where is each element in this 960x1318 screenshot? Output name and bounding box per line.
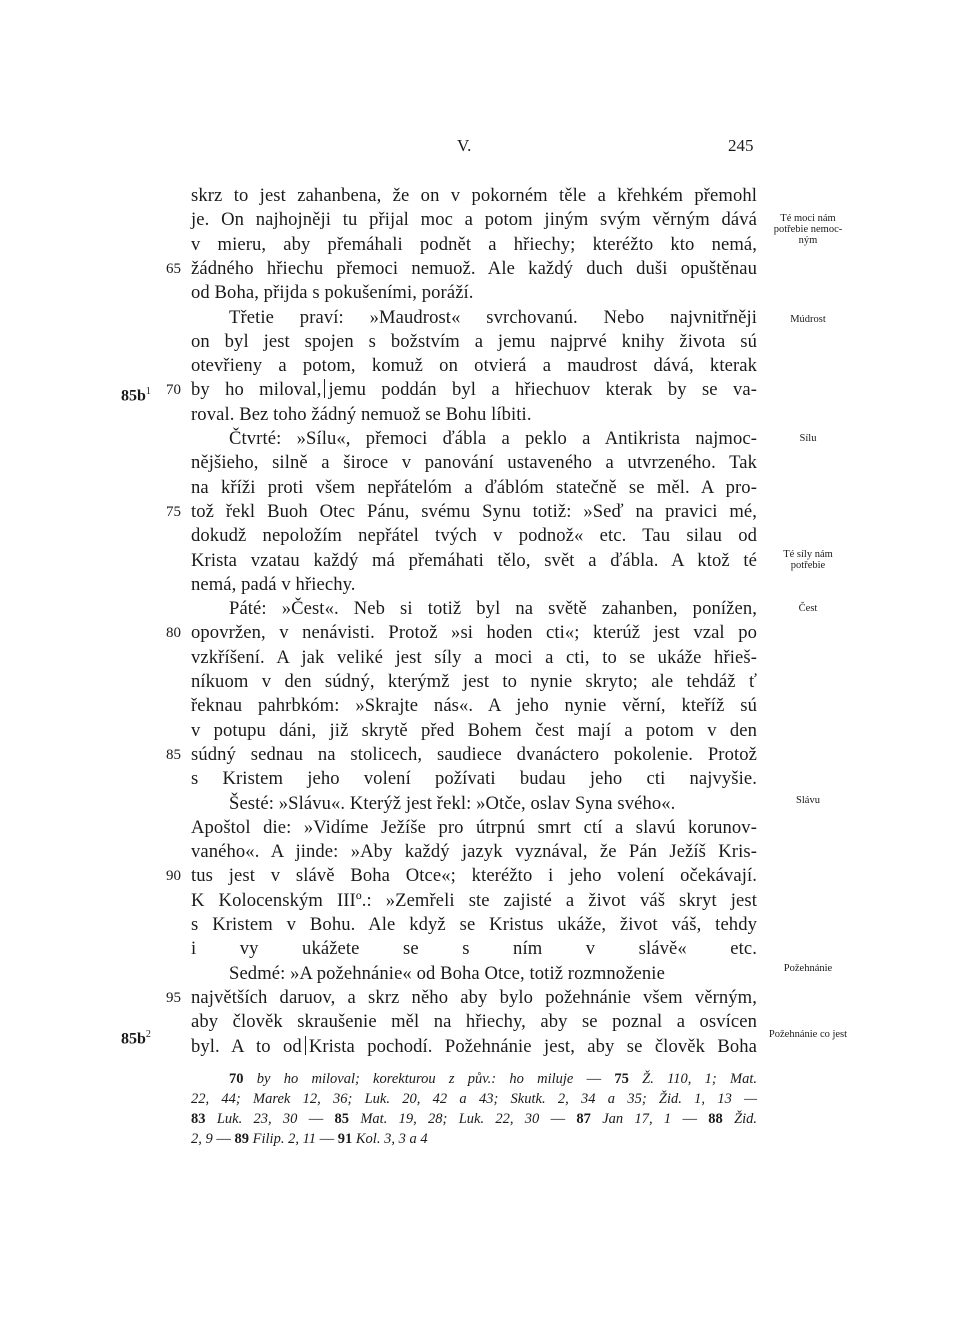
line-number: 75 bbox=[166, 504, 181, 520]
chapter-number: V. bbox=[457, 136, 472, 155]
page-number: 245 bbox=[728, 136, 754, 155]
text-line: tož řekl Buoh Otec Pánu, svému Synu totiž: »Seď na pravici mé, bbox=[191, 501, 757, 522]
text-line: řeknau pahrbkóm: »Skrajte nás«. A jeho nynie věrní, kteříž sú bbox=[191, 695, 757, 716]
footnote-line-4: 2, 9 — 89 Filip. 2, 11 — 91 Kol. 3, 3 a 4 bbox=[191, 1131, 428, 1147]
text-line: aby člověk skraušenie měl na hřiechy, aby se poznal a osvícen bbox=[191, 1011, 757, 1032]
line-number: 90 bbox=[166, 868, 181, 884]
text-line: žádného hřiechu přemoci nemuož. Ale každý duch duši opuštěnau bbox=[191, 258, 757, 279]
line-number: 70 bbox=[166, 382, 181, 398]
folio-break-mark bbox=[305, 1036, 306, 1055]
margin-note-mudrost: Múdrost bbox=[790, 314, 826, 325]
text-line: v potupu dáni, již skrytě před Bohem čest mají a potom v den bbox=[191, 720, 757, 741]
margin-note-cest: Čest bbox=[798, 603, 818, 614]
text-line: by ho miloval, jemu poddán byl a hřiechuov kterak by se va- bbox=[191, 379, 757, 400]
line-number: 80 bbox=[166, 625, 181, 641]
folio-mark-85b2: $85b^2$ bbox=[121, 1029, 151, 1048]
margin-note-te-sily: Té síly nám potřebie bbox=[783, 549, 833, 571]
text-line: v mieru, aby přemáhali podnět a hřiechy; kteréžto kto nemá, bbox=[191, 234, 757, 255]
text-line: on byl jest spojen s božstvím a jemu najprvé knihy života sú bbox=[191, 331, 757, 352]
folio-break-mark bbox=[324, 379, 325, 398]
text-line: od Boha, přijda s pokušeními, poráží. bbox=[191, 282, 474, 303]
text-line: je. On najhojněji tu přijal moc a potom jiným svým věrným dává bbox=[191, 209, 757, 230]
footnote-line-3: 83 Luk. 23, 30 — 85 Mat. 19, 28; Luk. 22, 30 — 87 Jan 17, 1 — 88 Žid. bbox=[191, 1111, 758, 1127]
text-line: Sedmé: »A požehnánie« od Boha Otce, totiž rozmnoženie bbox=[229, 963, 665, 984]
text-line: skrz to jest zahanbena, že on v pokorném těle a křehkém přemohl bbox=[191, 185, 757, 206]
text-line: Apoštol die: »Vidíme Ježíše pro útrpnú smrt ctí a slavú korunov- bbox=[191, 817, 757, 838]
text-line: dokudž nepoložím nepřátel tvých v podnož« etc. Tau silau od bbox=[191, 525, 757, 546]
text-line: roval. Bez toho žádný nemuož se Bohu líbiti. bbox=[191, 404, 532, 425]
text-line: na kříži proti všem nepřátelóm a ďáblóm statečně se měl. A pro- bbox=[191, 477, 757, 498]
text-line: i vy ukážete se s ním v slávě« etc. bbox=[191, 938, 757, 959]
line-number: 95 bbox=[166, 990, 181, 1006]
text-line: s Kristem v Bohu. Ale když se Kristus ukáže, život váš, tehdy bbox=[191, 914, 757, 935]
margin-note-slavu: Slávu bbox=[796, 795, 820, 806]
footnote-line-1: 70 by ho miloval; korekturou z pův.: ho miluje — 75 Ž. 110, 1; Mat. bbox=[229, 1071, 757, 1087]
text-line: Třetie praví: »Maudrost« svrchovanú. Nebo najvnitřněji bbox=[229, 307, 757, 328]
text-line: otevřieny a potom, komuž on otvierá a maudrost dává, kterak bbox=[191, 355, 757, 376]
line-number: 65 bbox=[166, 261, 181, 277]
text-line: vzkříšení. A jak veliké jest síly a moci a cti, to se ukáže hřieš- bbox=[191, 647, 757, 668]
text-line: opovržen, v nenávisti. Protož »si hoden cti«; kterúž jest vzal po bbox=[191, 622, 757, 643]
text-line: Krista vzatau každý má přemáhati tělo, svět a ďábla. A ktož té bbox=[191, 550, 757, 571]
footnote-line-2: 22, 44; Marek 12, 36; Luk. 20, 42 a 43; Skutk. 2, 34 a 35; Žid. 1, 13 — bbox=[191, 1091, 757, 1107]
text-line: tus jest v slávě Boha Otce«; kteréžto i jeho volení očekávají. bbox=[191, 865, 757, 886]
text-line: najvětších daruov, a skrz něho aby bylo požehnánie všem věrným, bbox=[191, 987, 757, 1008]
text-line: Čtvrté: »Sílu«, přemoci ďábla a peklo a Antikrista najmoc- bbox=[229, 428, 757, 449]
text-line: níkuom v den súdný, kterýmž jest to nynie skryto; ale tehdáž ť bbox=[191, 671, 757, 692]
text-line: vaného«. A jinde: »Aby každý jazyk vyznával, že Pán Ježíš Kris- bbox=[191, 841, 757, 862]
text-line: nějšieho, silně a široce v panování ustaveného a utvrzeného. Tak bbox=[191, 452, 757, 473]
text-line: Páté: »Čest«. Neb si totiž byl na světě zahanben, ponížen, bbox=[229, 598, 757, 619]
margin-note-te-moci: Té moci nám potřebie nemoc-ným bbox=[773, 213, 843, 246]
line-number: 85 bbox=[166, 747, 181, 763]
text-line: Šesté: »Slávu«. Kterýž jest řekl: »Otče, oslav Syna svého«. bbox=[229, 793, 676, 814]
folio-mark-85b1: $85b^1$ bbox=[121, 386, 151, 405]
margin-note-pozehnanie: Požehnánie bbox=[783, 963, 833, 974]
text-line: súdný sednau na stolicech, saudiece dvanáctero pokolenie. Protož bbox=[191, 744, 757, 765]
margin-note-silu: Sílu bbox=[799, 433, 817, 444]
text-line: byl. A to od Krista pochodí. Požehnánie jest, aby se člověk Boha bbox=[191, 1036, 757, 1057]
text-line: nemá, padá v hřiechy. bbox=[191, 574, 356, 595]
text-line: K Kolocenským IIIº.: »Zemřeli ste zajisté a život váš skryt jest bbox=[191, 890, 757, 911]
margin-note-pozehnanie-co-jest: Požehnánie co jest bbox=[768, 1029, 848, 1040]
text-line: s Kristem jeho volení požívati budau jeho cti najvyšie. bbox=[191, 768, 757, 789]
